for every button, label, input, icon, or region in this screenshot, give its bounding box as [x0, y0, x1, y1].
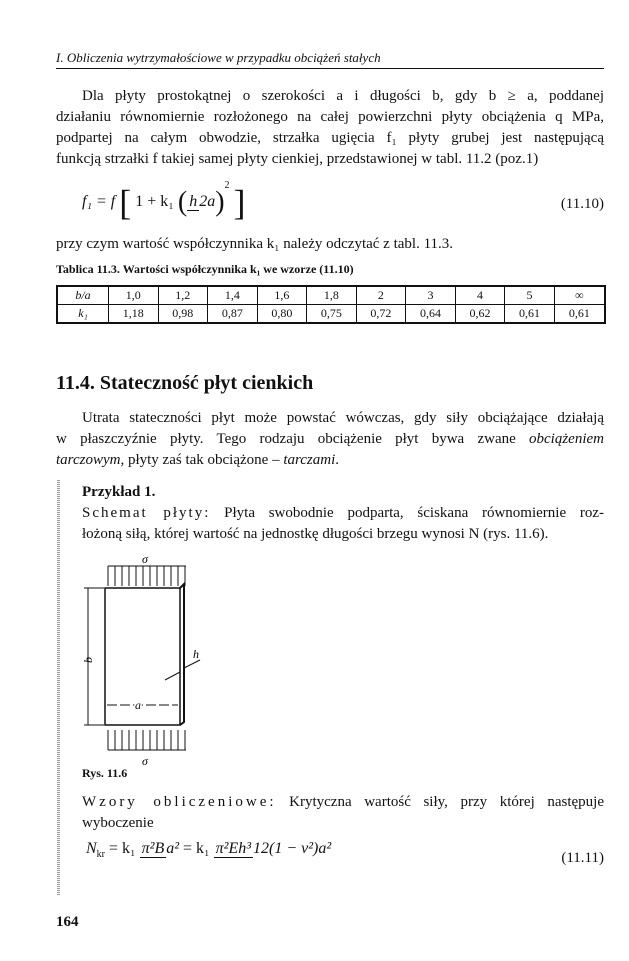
table-cell: ∞	[554, 286, 605, 305]
load-arrows-top	[108, 566, 186, 586]
table-cell: 0,75	[307, 305, 357, 324]
table-caption: Tablica 11.3. Wartości współczynnika k₁ we wzorze (11.10)	[56, 262, 354, 276]
section-title: 11.4. Stateczność płyt cienkich	[56, 372, 314, 394]
text-line: Utrata stateczności płyt może powstać wówczas, gdy siły obciążające działają	[82, 410, 604, 426]
italic-term: tarczowym	[56, 452, 121, 468]
table-cell: 5	[505, 286, 555, 305]
text-after-equation: przy czym wartość współczynnika k₁ należy odczytać z tabl. 11.3.	[56, 236, 454, 252]
plate-figure	[80, 550, 210, 780]
equation-11-11	[86, 840, 331, 860]
eq-term: 1 + k₁	[135, 193, 174, 210]
eq-numerator: π²Eh³	[215, 840, 252, 858]
table-cell: 1,4	[208, 286, 258, 305]
text-line: wyboczenie	[82, 815, 154, 831]
eq-exponent: 2	[224, 180, 230, 191]
paragraph-intro	[56, 86, 604, 170]
table-cell: 0,62	[455, 305, 505, 324]
running-header: I. Obliczenia wytrzymałościowe w przypadku obciążeń stałych	[56, 50, 604, 69]
table-row	[57, 305, 605, 324]
margin-dotted-line	[57, 480, 60, 895]
table-cell: 1,8	[307, 286, 357, 305]
sigma-bottom-label: σ	[142, 754, 148, 768]
label-spaced: Wzory obliczeniowe:	[82, 794, 277, 810]
equation-11-10: f₁ = f [ 1 + k₁ ( h 2a)$^2$ ]	[82, 180, 246, 223]
table-cell: 1,2	[158, 286, 208, 305]
table-cell: 4	[455, 286, 505, 305]
page-number: 164	[56, 914, 79, 930]
italic-term: obciążeniem	[529, 431, 604, 447]
text-line: działaniu równomiernie rozłożonego na całej powierzchni płyty obciążenia q MPa,	[56, 109, 604, 125]
text-line: funkcją strzałki f takiej samej płyty cienkiej, przedstawionej w tabl. 11.2 (poz.1)	[56, 151, 539, 167]
example-title: Przykład 1.	[82, 484, 156, 500]
eq-denominator: 12(1 − ν²)a²	[253, 840, 332, 858]
table-cell: 0,98	[158, 305, 208, 324]
table-cell: 1,18	[109, 305, 159, 324]
table-cell: 2	[356, 286, 406, 305]
h-label: h	[193, 647, 199, 661]
table-row	[57, 286, 605, 305]
a-label: a	[135, 698, 141, 712]
paragraph-stability	[56, 408, 604, 471]
table-cell: 0,64	[406, 305, 456, 324]
formulas-text	[82, 792, 604, 834]
table-cell: 0,87	[208, 305, 258, 324]
table-cell: 3	[406, 286, 456, 305]
plate-rect	[105, 588, 180, 725]
table-cell: 0,80	[257, 305, 307, 324]
dimension-b	[84, 588, 104, 725]
load-arrows-bottom	[108, 730, 186, 750]
text-line: łożoną siłą, której wartość na jednostkę długości brzegu wynosi N (rys. 11.6).	[82, 526, 549, 542]
text-line: Płyta swobodnie podparta, ściskana równomiernie roz-	[210, 505, 605, 521]
eq-numerator: h	[189, 193, 198, 211]
equation-number: (11.11)	[561, 850, 604, 866]
example-block	[82, 482, 604, 545]
eq-numerator: π²B	[141, 840, 165, 858]
dimension-h	[165, 660, 200, 680]
text-line: , płyty zaś tak obciążone –	[120, 452, 284, 468]
table-cell: 1,6	[257, 286, 307, 305]
table-cell: b/a	[57, 286, 109, 305]
text-line: podpartej na całym obwodzie, strzałka ugięcia f₁ płyty grubej jest następującą	[56, 130, 604, 146]
label-spaced: Schemat płyty:	[82, 505, 211, 521]
eq-denominator: 2a	[199, 193, 216, 211]
italic-term: tarczami	[283, 452, 336, 468]
eq-lhs: N	[86, 840, 97, 857]
coefficient-table	[56, 285, 606, 324]
eq-term: = k₁	[183, 840, 210, 857]
eq-subscript: kr	[96, 849, 106, 861]
table-cell: 0,61	[554, 305, 605, 324]
figure-caption: Rys. 11.6	[82, 766, 128, 780]
sigma-top-label: σ	[142, 552, 148, 566]
eq-term: = k₁	[109, 840, 136, 857]
eq-denominator: a²	[166, 840, 180, 858]
eq-lhs: f₁ = f	[82, 193, 116, 210]
b-label: b	[81, 657, 95, 663]
text-line: Dla płyty prostokątnej o szerokości a i długości b, gdy b ≥ a, poddanej	[82, 88, 604, 104]
equation-number: (11.10)	[560, 196, 604, 212]
table-cell: 0,61	[505, 305, 555, 324]
text-line: .	[335, 452, 340, 468]
table-cell: 0,72	[356, 305, 406, 324]
table-cell: k₁	[57, 305, 109, 324]
text-line: Krytyczna wartość siły, przy której następuje	[276, 794, 604, 810]
text-line: w płaszczyźnie płyty. Tego rodzaju obciążenie płyt bywa zwane	[56, 431, 530, 447]
table-cell: 1,0	[109, 286, 159, 305]
